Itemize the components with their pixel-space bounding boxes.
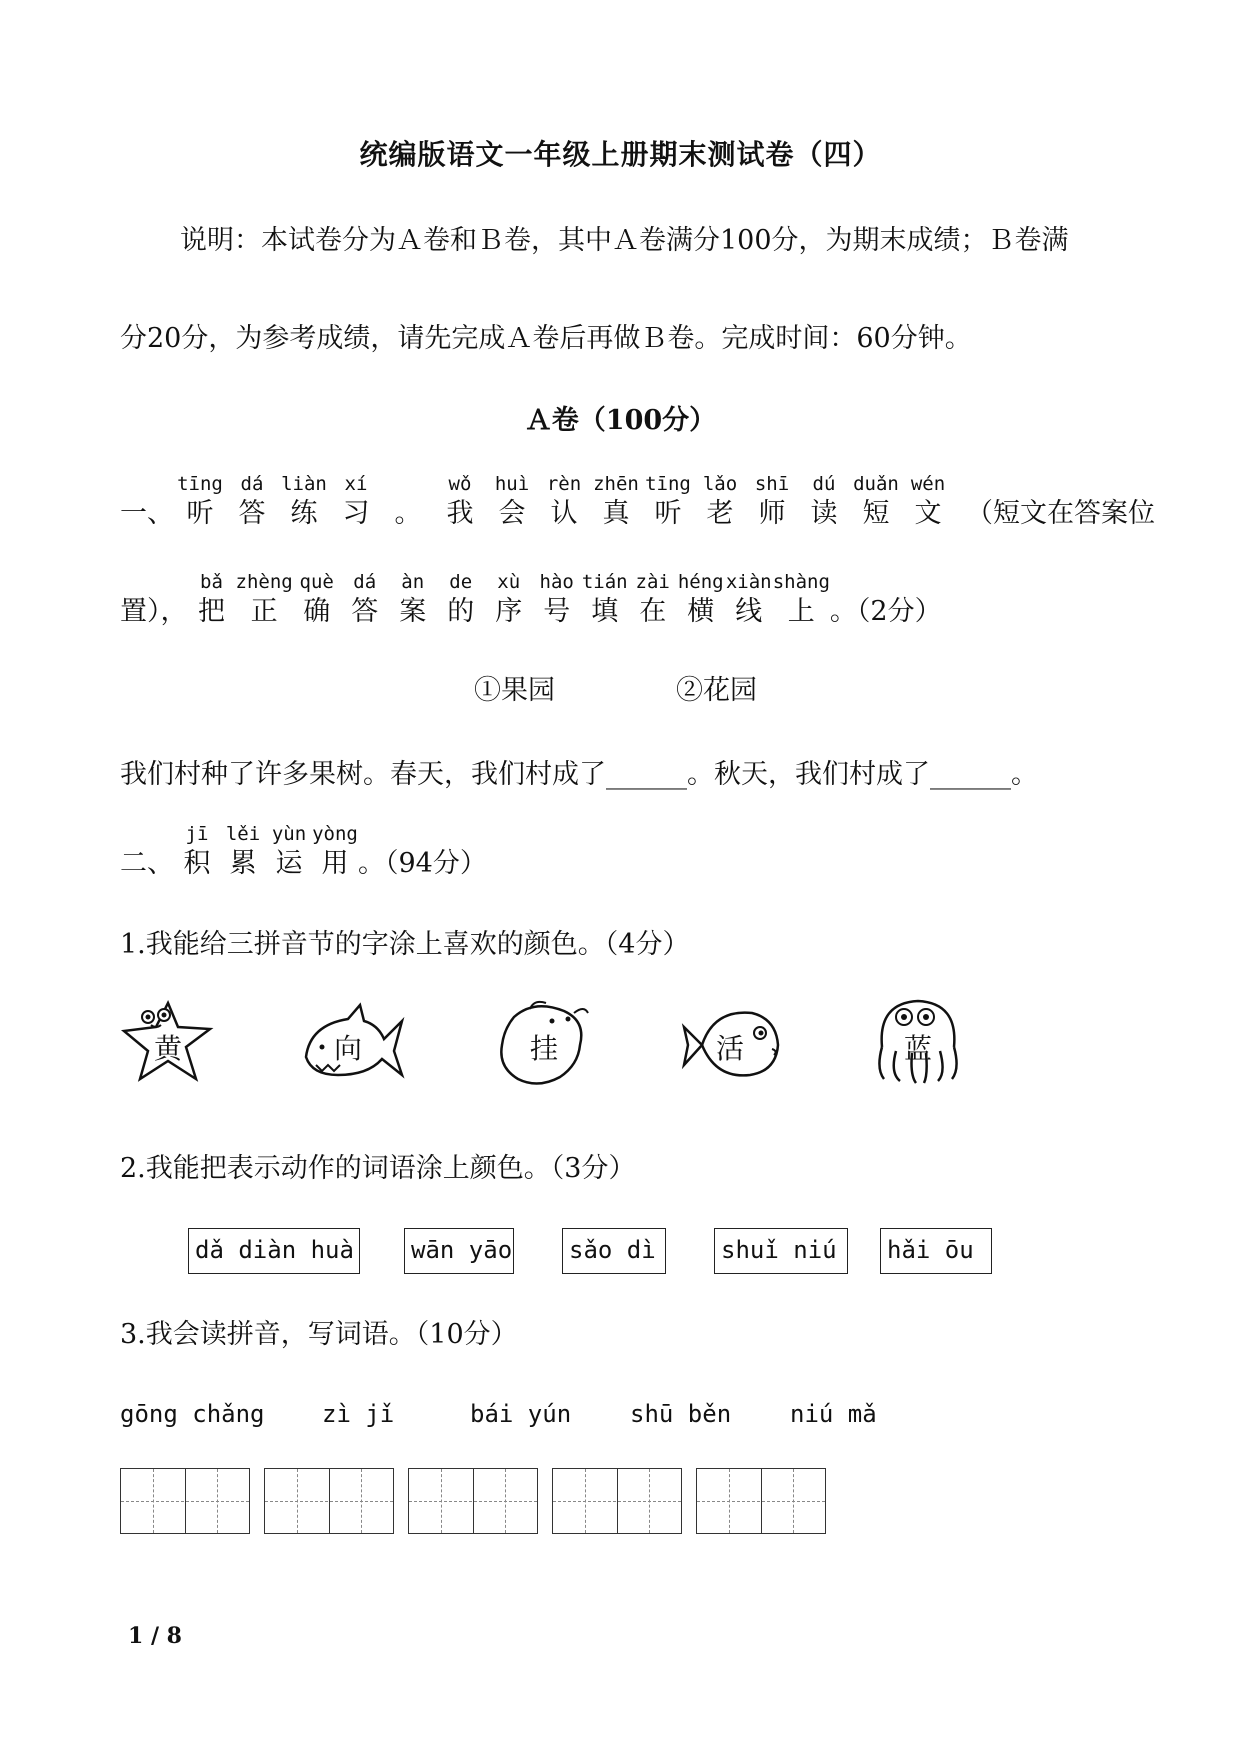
pinyin: zhēn [593, 473, 639, 495]
ruby-char [434, 472, 486, 532]
hanzi: 答 [351, 596, 379, 627]
writing-grid[interactable] [552, 1468, 682, 1534]
q1-row1 [120, 472, 1155, 532]
q2-row [120, 822, 487, 882]
hanzi: 会 [498, 498, 526, 529]
q1-row1-tail: （短文在答案位 [966, 498, 1155, 529]
animal-char: 黄 [153, 1032, 182, 1065]
ruby-char [694, 472, 746, 532]
pinyin-word: gōng chǎng [120, 1400, 265, 1428]
hanzi: 听 [654, 498, 682, 529]
pinyin: àn [401, 571, 425, 593]
q1-row2-tail: 。（2分） [829, 596, 942, 627]
intro-line-2: 分20分，为参考成绩，请先完成Ａ卷后再做Ｂ卷。完成时间：60分钟。 [120, 323, 972, 354]
option-1: ①果园 [474, 675, 555, 706]
pinyin: jī [185, 823, 209, 845]
hanzi: 上 [787, 596, 815, 627]
pinyin: duǎn [853, 473, 899, 495]
pinyin: xù [497, 571, 521, 593]
hanzi: 用 [321, 848, 349, 879]
ruby-char [486, 472, 538, 532]
word-box[interactable]: wān yāo [404, 1228, 514, 1274]
ruby-char [677, 570, 725, 630]
page-title: 统编版语文一年级上册期末测试卷（四） [359, 138, 882, 171]
pinyin-word: niú mǎ [790, 1400, 877, 1428]
word-box[interactable]: hǎi ōu [880, 1228, 992, 1274]
ruby-char [220, 822, 266, 882]
pinyin: wén [910, 473, 946, 495]
writing-grid[interactable] [696, 1468, 826, 1534]
ruby-char [798, 472, 850, 532]
pinyin-word: bái yún [470, 1400, 572, 1428]
page-number: 1 / 8 [128, 1623, 182, 1649]
ruby-char [174, 472, 226, 532]
hanzi: 正 [250, 596, 278, 627]
hanzi: 把 [198, 596, 225, 627]
pinyin: tián [581, 571, 628, 593]
ruby-char [330, 472, 382, 532]
q1-row2 [120, 570, 942, 630]
word-box[interactable]: dǎ diàn huà [188, 1228, 360, 1274]
hanzi: 运 [275, 848, 303, 879]
animal-char: 蓝 [903, 1032, 932, 1065]
pinyin: dá [240, 473, 264, 495]
shark-animal[interactable] [298, 995, 398, 1090]
hanzi: 确 [303, 596, 331, 627]
item2-text: 2.我能把表示动作的词语涂上颜色。（3分） [120, 1153, 636, 1184]
q1-sentence: 我们村种了许多果树。春天，我们村成了______。秋天，我们村成了______。 [120, 759, 1038, 790]
pinyin-word: zì jǐ [322, 1400, 395, 1428]
ruby-char [773, 570, 830, 630]
fish-animal[interactable] [680, 995, 780, 1090]
animal-char: 活 [715, 1032, 744, 1065]
hanzi: 在 [639, 596, 667, 627]
ruby-char [538, 472, 590, 532]
word-box[interactable]: sǎo dì [562, 1228, 666, 1274]
hanzi: 读 [810, 498, 838, 529]
ruby-char [533, 570, 581, 630]
hanzi: 文 [914, 498, 942, 529]
pinyin: héng [677, 571, 724, 593]
pinyin: huì [494, 473, 530, 495]
pinyin: zài [635, 571, 670, 593]
pinyin: lǎo [702, 473, 738, 495]
ruby-char [629, 570, 677, 630]
pinyin: shàng [772, 571, 830, 593]
pinyin: xí [344, 473, 368, 495]
ruby-char [485, 570, 533, 630]
ruby-char [389, 570, 437, 630]
ruby-char [293, 570, 341, 630]
pinyin: wǒ [448, 473, 472, 495]
hanzi: 累 [229, 848, 257, 879]
ruby-char [590, 472, 642, 532]
hanzi: 我 [446, 498, 474, 529]
pinyin: zhèng [235, 571, 293, 593]
ruby-char [437, 570, 485, 630]
word-box[interactable]: shuǐ niú [714, 1228, 848, 1274]
writing-grid[interactable] [264, 1468, 394, 1534]
ruby-char [174, 822, 220, 882]
animal-char: 向 [333, 1032, 362, 1065]
hanzi: 序 [495, 596, 523, 627]
pinyin: shī [754, 473, 790, 495]
ruby-char [266, 822, 312, 882]
pinyin: de [449, 571, 473, 593]
pinyin: yùn [271, 823, 307, 845]
ruby-char [725, 570, 773, 630]
ruby-char [581, 570, 629, 630]
ruby-char [226, 472, 278, 532]
writing-grid[interactable] [120, 1468, 250, 1534]
writing-grid[interactable] [408, 1468, 538, 1534]
pinyin: tīng [645, 473, 691, 495]
hanzi: 答 [238, 498, 266, 529]
pinyin: rèn [546, 473, 582, 495]
q1-row2-head: 置）， [120, 596, 188, 627]
ruby-char [746, 472, 798, 532]
pinyin: liàn [281, 473, 327, 495]
pinyin: dú [812, 473, 836, 495]
hanzi: 横 [687, 596, 715, 627]
item1-text: 1.我能给三拼音节的字涂上喜欢的颜色。（4分） [120, 929, 690, 960]
hanzi: 老 [706, 498, 734, 529]
hanzi: 案 [399, 596, 427, 627]
ruby-char [278, 472, 330, 532]
ruby-char [382, 472, 434, 532]
ruby-char [850, 472, 902, 532]
pinyin: hào [539, 571, 574, 593]
octopus-animal[interactable] [868, 995, 968, 1090]
hanzi: 认 [550, 498, 578, 529]
ruby-char [642, 472, 694, 532]
q1-prefix: 一、 [120, 498, 174, 529]
pinyin: lěi [225, 823, 261, 845]
ruby-char [902, 472, 954, 532]
seal-animal[interactable] [494, 995, 594, 1090]
hanzi: 听 [186, 498, 214, 529]
item3-text: 3.我会读拼音，写词语。（10分） [120, 1319, 518, 1350]
hanzi: 填 [591, 596, 619, 627]
hanzi: 练 [290, 498, 318, 529]
option-2: ②花园 [676, 675, 757, 706]
hanzi: 短 [862, 498, 890, 529]
pinyin: bǎ [200, 571, 223, 593]
ruby-char [341, 570, 389, 630]
q2-prefix: 二、 [120, 848, 174, 879]
pinyin: què [299, 571, 334, 593]
section-a-heading: Ａ卷（100分） [524, 405, 717, 436]
pinyin: tīng [177, 473, 223, 495]
hanzi: 号 [543, 596, 571, 627]
intro-line-1: 说明：本试卷分为Ａ卷和Ｂ卷，其中Ａ卷满分100分，为期末成绩；Ｂ卷满 [180, 225, 1069, 256]
hanzi: 师 [758, 498, 786, 529]
hanzi: 。 [394, 498, 422, 529]
ruby-char [312, 822, 358, 882]
hanzi: 真 [602, 498, 630, 529]
ruby-char [236, 570, 293, 630]
q2-tail: 。（94分） [358, 848, 487, 879]
hanzi: 积 [183, 848, 211, 879]
pinyin: dá [353, 571, 377, 593]
ruby-char [188, 570, 236, 630]
animal-char: 挂 [529, 1032, 558, 1065]
pinyin: xiàn [725, 571, 772, 593]
hanzi: 的 [447, 596, 475, 627]
hanzi: 习 [342, 498, 370, 529]
pinyin: yòng [312, 823, 358, 845]
star-animal[interactable] [118, 995, 218, 1090]
hanzi: 线 [735, 596, 763, 627]
pinyin-word: shū běn [630, 1400, 732, 1428]
